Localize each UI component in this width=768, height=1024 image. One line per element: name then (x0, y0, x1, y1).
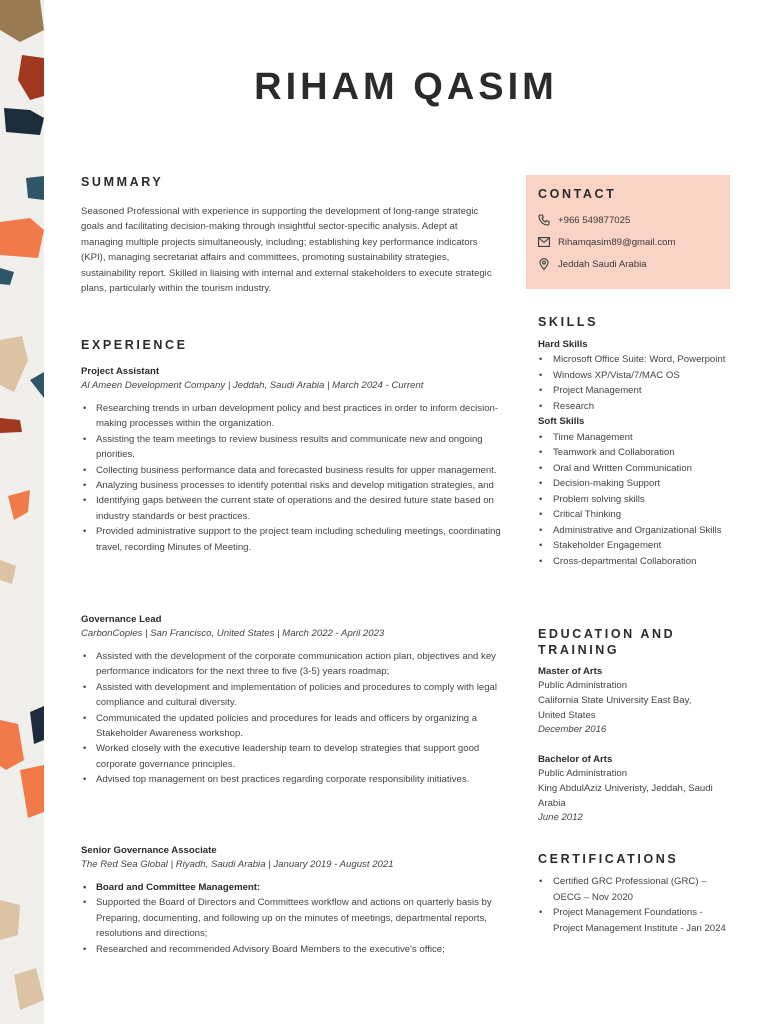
education-entry (538, 664, 738, 738)
skill-item: • Windows XP/Vista/7/MAC OS (538, 368, 738, 384)
summary-text: Seasoned Professional with experience in supporting the development of long-range strategic goals and facilitating decision-making through insightful sector-specific analysis. Adept at managing multiple projects simultaneously, including; establishing key performance indicators (KPI), managing secretariat affairs and committees, promoting sustainability strategies, sustainability report. Skilled in liaising with internal and external stakeholders to execute strategic plans, particularly within the tourism industry. (81, 206, 492, 295)
soft-skills-heading: Soft Skills (538, 416, 585, 428)
job-bullet: • Analyzing business processes to identify potential risks and develop mitigation strategies, and (81, 478, 501, 493)
job-meta: CarbonCopies | San Francisco, United States | March 2022 - April 2023 (81, 628, 385, 639)
school: King AbdulAziz Univeristy, Jeddah, Saudi Arabia (538, 783, 713, 809)
job-bullet: • Assisted with the development of the corporate communication action plan, objectives and key performance indicators for the next three to five (3-5) years roadmap; (81, 649, 501, 680)
skill-item: • Project Management (538, 383, 738, 399)
contact-location-text: Jeddah Saudi Arabia (558, 258, 647, 270)
school: California State University East Bay, United States (538, 695, 692, 721)
field: Public Administration (538, 768, 628, 780)
contact-email[interactable] (538, 231, 730, 253)
skill-item: • Problem solving skills (538, 492, 738, 508)
skill-item: • Administrative and Organizational Skills (538, 523, 738, 539)
job-meta: The Red Sea Global | Riyadh, Saudi Arabia | January 2019 - August 2021 (81, 859, 394, 870)
skill-item: • Microsoft Office Suite: Word, Powerpoint (538, 352, 738, 368)
contact-email-text: Rihamqasim89@gmail.com (558, 236, 676, 248)
education-date: December 2016 (538, 724, 607, 736)
location-pin-icon (538, 258, 550, 270)
education-heading (538, 626, 675, 658)
job-entry (81, 365, 501, 555)
job-title: Project Assistant (81, 366, 160, 377)
job-bullet-bold: • Board and Committee Management: (81, 880, 501, 895)
job-entry (81, 844, 501, 957)
certification-item: • Certified GRC Professional (GRC) – OECG – Nov 2020 (538, 874, 728, 905)
education-heading-line2: TRAINING (538, 643, 620, 657)
job-bullet: • Advised top management on best practices regarding corporate responsibility initiatives. (81, 772, 501, 787)
certifications-heading: CERTIFICATIONS (538, 852, 679, 866)
job-meta: Al Ameen Development Company | Jeddah, Saudi Arabia | March 2024 - Current (81, 380, 424, 391)
contact-box (526, 175, 730, 289)
job-bullet: • Assisted with development and implementation of policies and procedures to comply with legal compliance and cultural diversity. (81, 680, 501, 711)
candidate-name: RIHAM QASIM (254, 66, 558, 108)
contact-location (538, 253, 730, 275)
job-bullet: • Assisting the team meetings to review business results and communicate new and ongoing priorities. (81, 432, 501, 463)
job-bullet: • Worked closely with the executive leadership team to develop strategies that support good corporate governance principles. (81, 741, 501, 772)
degree: Bachelor of Arts (538, 754, 613, 765)
field: Public Administration (538, 680, 628, 692)
phone-icon (538, 214, 550, 226)
skills-section (538, 337, 738, 569)
skill-item: • Cross-departmental Collaboration (538, 554, 738, 570)
job-bullet: • Communicated the updated policies and procedures for leads and officers by organizing a Stakeholder Awareness workshop. (81, 711, 501, 742)
experience-heading: EXPERIENCE (81, 338, 188, 352)
job-entry (81, 613, 501, 788)
skill-item: • Teamwork and Collaboration (538, 445, 738, 461)
job-bullet: • Identifying gaps between the current state of operations and the desired future state based on industry standards or best practices. (81, 493, 501, 524)
degree: Master of Arts (538, 666, 603, 677)
education-date: June 2012 (538, 812, 583, 824)
skill-item: • Oral and Written Communication (538, 461, 738, 477)
skill-item: • Decision-making Support (538, 476, 738, 492)
skill-item: • Research (538, 399, 738, 415)
contact-heading: CONTACT (538, 187, 617, 201)
education-heading-line1: EDUCATION AND (538, 627, 676, 641)
job-bullet: • Researching trends in urban development policy and best practices in order to inform decision-making processes within the organization. (81, 401, 501, 432)
education-entry (538, 752, 738, 826)
job-bullet: • Collecting business performance data and forecasted business results for upper management. (81, 463, 501, 478)
hard-skills-heading: Hard Skills (538, 339, 588, 350)
mail-icon (538, 237, 550, 247)
job-bullet: • Supported the Board of Directors and Committees workflow and actions on quarterly basis by Preparing, documenting, and following up on the minutes of meetings, departmental reports, resolutions and directions; (81, 895, 501, 941)
skill-item: • Time Management (538, 430, 738, 446)
skill-item: • Stakeholder Engagement (538, 538, 738, 554)
job-title: Governance Lead (81, 614, 162, 625)
job-bullet: • Researched and recommended Advisory Board Members to the executive's office; (81, 942, 501, 957)
job-title: Senior Governance Associate (81, 845, 217, 856)
skills-heading: SKILLS (538, 315, 599, 329)
certifications-list (538, 874, 728, 936)
decorative-terrazzo-strip (0, 0, 44, 1024)
certification-item: • Project Management Foundations - Project Management Institute - Jan 2024 (538, 905, 728, 936)
skill-item: • Critical Thinking (538, 507, 738, 523)
job-bullet: • Provided administrative support to the project team including scheduling meetings, coordinating travel, recording Minutes of Meeting. (81, 524, 501, 555)
summary-heading: SUMMARY (81, 175, 164, 189)
contact-phone[interactable] (538, 209, 730, 231)
contact-phone-text: +966 549877025 (558, 214, 631, 226)
